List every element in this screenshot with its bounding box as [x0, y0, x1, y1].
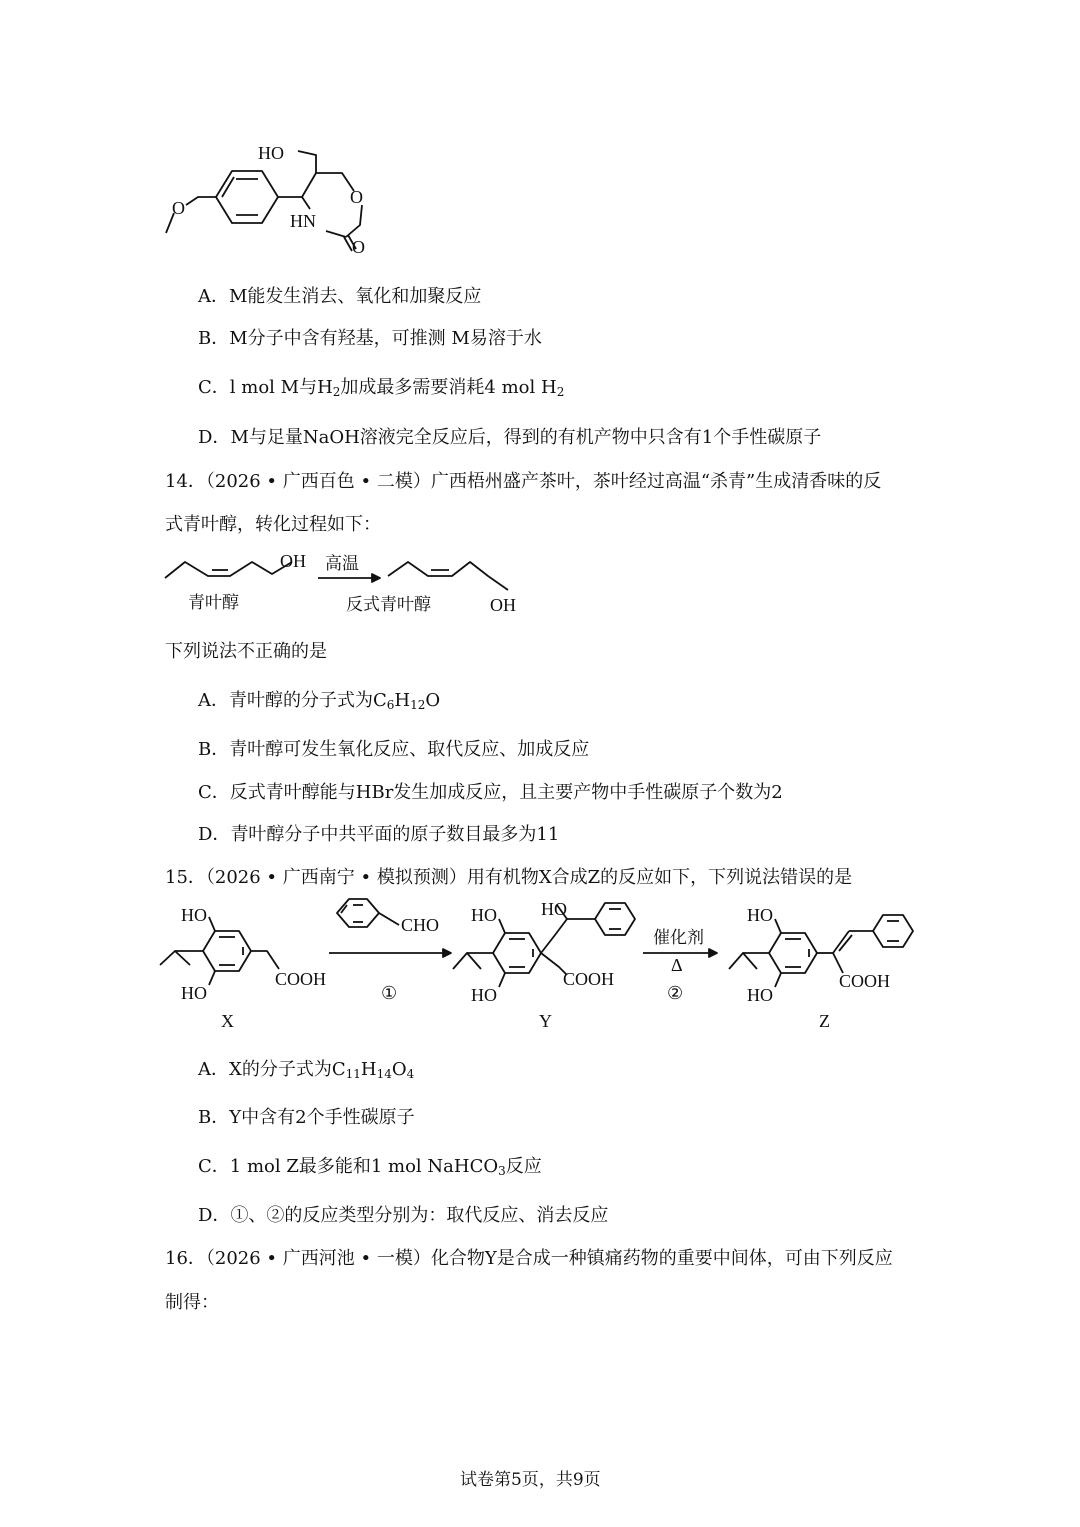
product-name: 反式青叶醇: [346, 595, 431, 615]
subscript: 12: [410, 698, 426, 712]
y-oh-top: HO: [471, 905, 497, 925]
option-letter: C．: [198, 782, 230, 803]
subscript: 4: [406, 1067, 415, 1081]
q15-option-d: [198, 1201, 608, 1227]
option-text-post: 反应: [505, 1156, 542, 1177]
option-text-mid: O: [391, 1059, 407, 1080]
carbonyl-oxygen-label: O: [352, 237, 365, 257]
subscript: 2: [332, 385, 341, 399]
q13-option-d: [198, 423, 821, 449]
y-label: Y: [539, 1011, 552, 1031]
option-text: 反式青叶醇能与HBr发生加成反应，且主要产物中手性碳原子个数为2: [229, 782, 783, 803]
reagent-cho: CHO: [401, 915, 440, 935]
hydroxyl-label: HO: [258, 143, 284, 163]
y-cooh: COOH: [563, 969, 615, 989]
q15-reaction-scheme: [155, 895, 925, 1035]
reactant-name: 青叶醇: [188, 593, 239, 613]
option-letter: A．: [198, 690, 229, 711]
option-text-pre: 1 mol Z最多能和1 mol NaHCO: [229, 1156, 499, 1177]
molecule-m-structure: [150, 135, 390, 265]
option-text: ①、②的反应类型分别为：取代反应、消去反应: [230, 1205, 609, 1226]
arrow-condition-label: 高温: [325, 554, 359, 574]
q14-prompt: 下列说法不正确的是: [165, 641, 327, 662]
option-text-mid: 加成最多需要消耗4 mol H: [340, 377, 557, 398]
z-cooh: COOH: [839, 971, 891, 991]
option-text-mid: H: [360, 1059, 377, 1080]
option-text: M与足量NaOH溶液完全反应后，得到的有机产物中只含有1个手性碳原子: [230, 427, 822, 448]
subscript: 2: [556, 385, 565, 399]
catalyst-label: 催化剂: [653, 928, 704, 948]
methoxy-o-label: O: [172, 198, 185, 218]
step2-label: ②: [667, 983, 684, 1003]
q13-option-c: [198, 373, 564, 399]
option-text: 青叶醇分子中共平面的原子数目最多为11: [230, 824, 560, 845]
step1-label: ①: [381, 983, 398, 1003]
x-cooh: COOH: [275, 969, 327, 989]
option-letter: A．: [198, 1059, 229, 1080]
q16-stem-line1: 16．（2026 • 广西河池 • 一模）化合物Y是合成一种镇痛药物的重要中间体，可由下列反应: [165, 1248, 893, 1269]
option-letter: C．: [198, 377, 230, 398]
ring-oxygen-label: O: [350, 187, 363, 207]
q14-option-d: [198, 820, 559, 846]
q14-option-b: [198, 735, 589, 761]
q13-option-a: [198, 282, 481, 308]
option-text-pre: 青叶醇的分子式为C: [229, 690, 387, 711]
option-letter: A．: [198, 286, 229, 307]
heat-label: Δ: [671, 955, 683, 975]
q14-stem-line2: 式青叶醇，转化过程如下：: [165, 514, 381, 535]
y-oh-side: HO: [541, 899, 567, 919]
q15-option-b: [198, 1103, 415, 1129]
y-oh-bottom: HO: [471, 985, 497, 1005]
page-footer: 试卷第5页，共9页: [460, 1470, 601, 1490]
q14-stem-line1: 14．（2026 • 广西百色 • 二模）广西梧州盛产茶叶，茶叶经过高温“杀青”生成清香味的反: [165, 471, 882, 492]
q13-option-b: [198, 324, 542, 350]
x-oh-top: HO: [181, 905, 207, 925]
option-letter: D．: [198, 427, 231, 448]
reactant-oh-label: OH: [280, 551, 306, 571]
option-text: 青叶醇可发生氧化反应、取代反应、加成反应: [229, 739, 590, 760]
option-text-pre: X的分子式为C: [229, 1059, 346, 1080]
q16-stem-line2: 制得：: [165, 1292, 219, 1313]
q15-option-c: [198, 1152, 542, 1178]
z-oh-bottom: HO: [747, 985, 773, 1005]
x-label: X: [221, 1011, 234, 1031]
option-text-pre: l mol M与H: [229, 377, 333, 398]
q14-reaction-scheme: [160, 548, 540, 628]
subscript: 3: [498, 1164, 506, 1178]
q14-option-c: [198, 778, 783, 804]
q14-option-a: [198, 686, 440, 712]
option-text: M能发生消去、氧化和加聚反应: [229, 286, 482, 307]
q15-stem: 15．（2026 • 广西南宁 • 模拟预测）用有机物X合成Z的反应如下，下列说法错误的是: [165, 867, 853, 888]
z-oh-top: HO: [747, 905, 773, 925]
option-letter: D．: [198, 824, 231, 845]
option-letter: B．: [198, 1107, 230, 1128]
z-label: Z: [819, 1011, 830, 1031]
option-text: Y中含有2个手性碳原子: [229, 1107, 415, 1128]
subscript: 6: [386, 698, 395, 712]
option-letter: B．: [198, 739, 230, 760]
q15-option-a: [198, 1055, 414, 1081]
option-text-mid: H: [394, 690, 411, 711]
option-letter: B．: [198, 328, 230, 349]
subscript: 14: [376, 1067, 392, 1081]
option-text-mid: O: [425, 690, 441, 711]
option-letter: D．: [198, 1205, 231, 1226]
option-letter: C．: [198, 1156, 230, 1177]
product-oh-label: OH: [490, 595, 516, 615]
option-text: M分子中含有羟基，可推测 M易溶于水: [229, 328, 542, 349]
nh-label: HN: [290, 211, 316, 231]
subscript: 11: [345, 1067, 361, 1081]
x-oh-bottom: HO: [181, 983, 207, 1003]
